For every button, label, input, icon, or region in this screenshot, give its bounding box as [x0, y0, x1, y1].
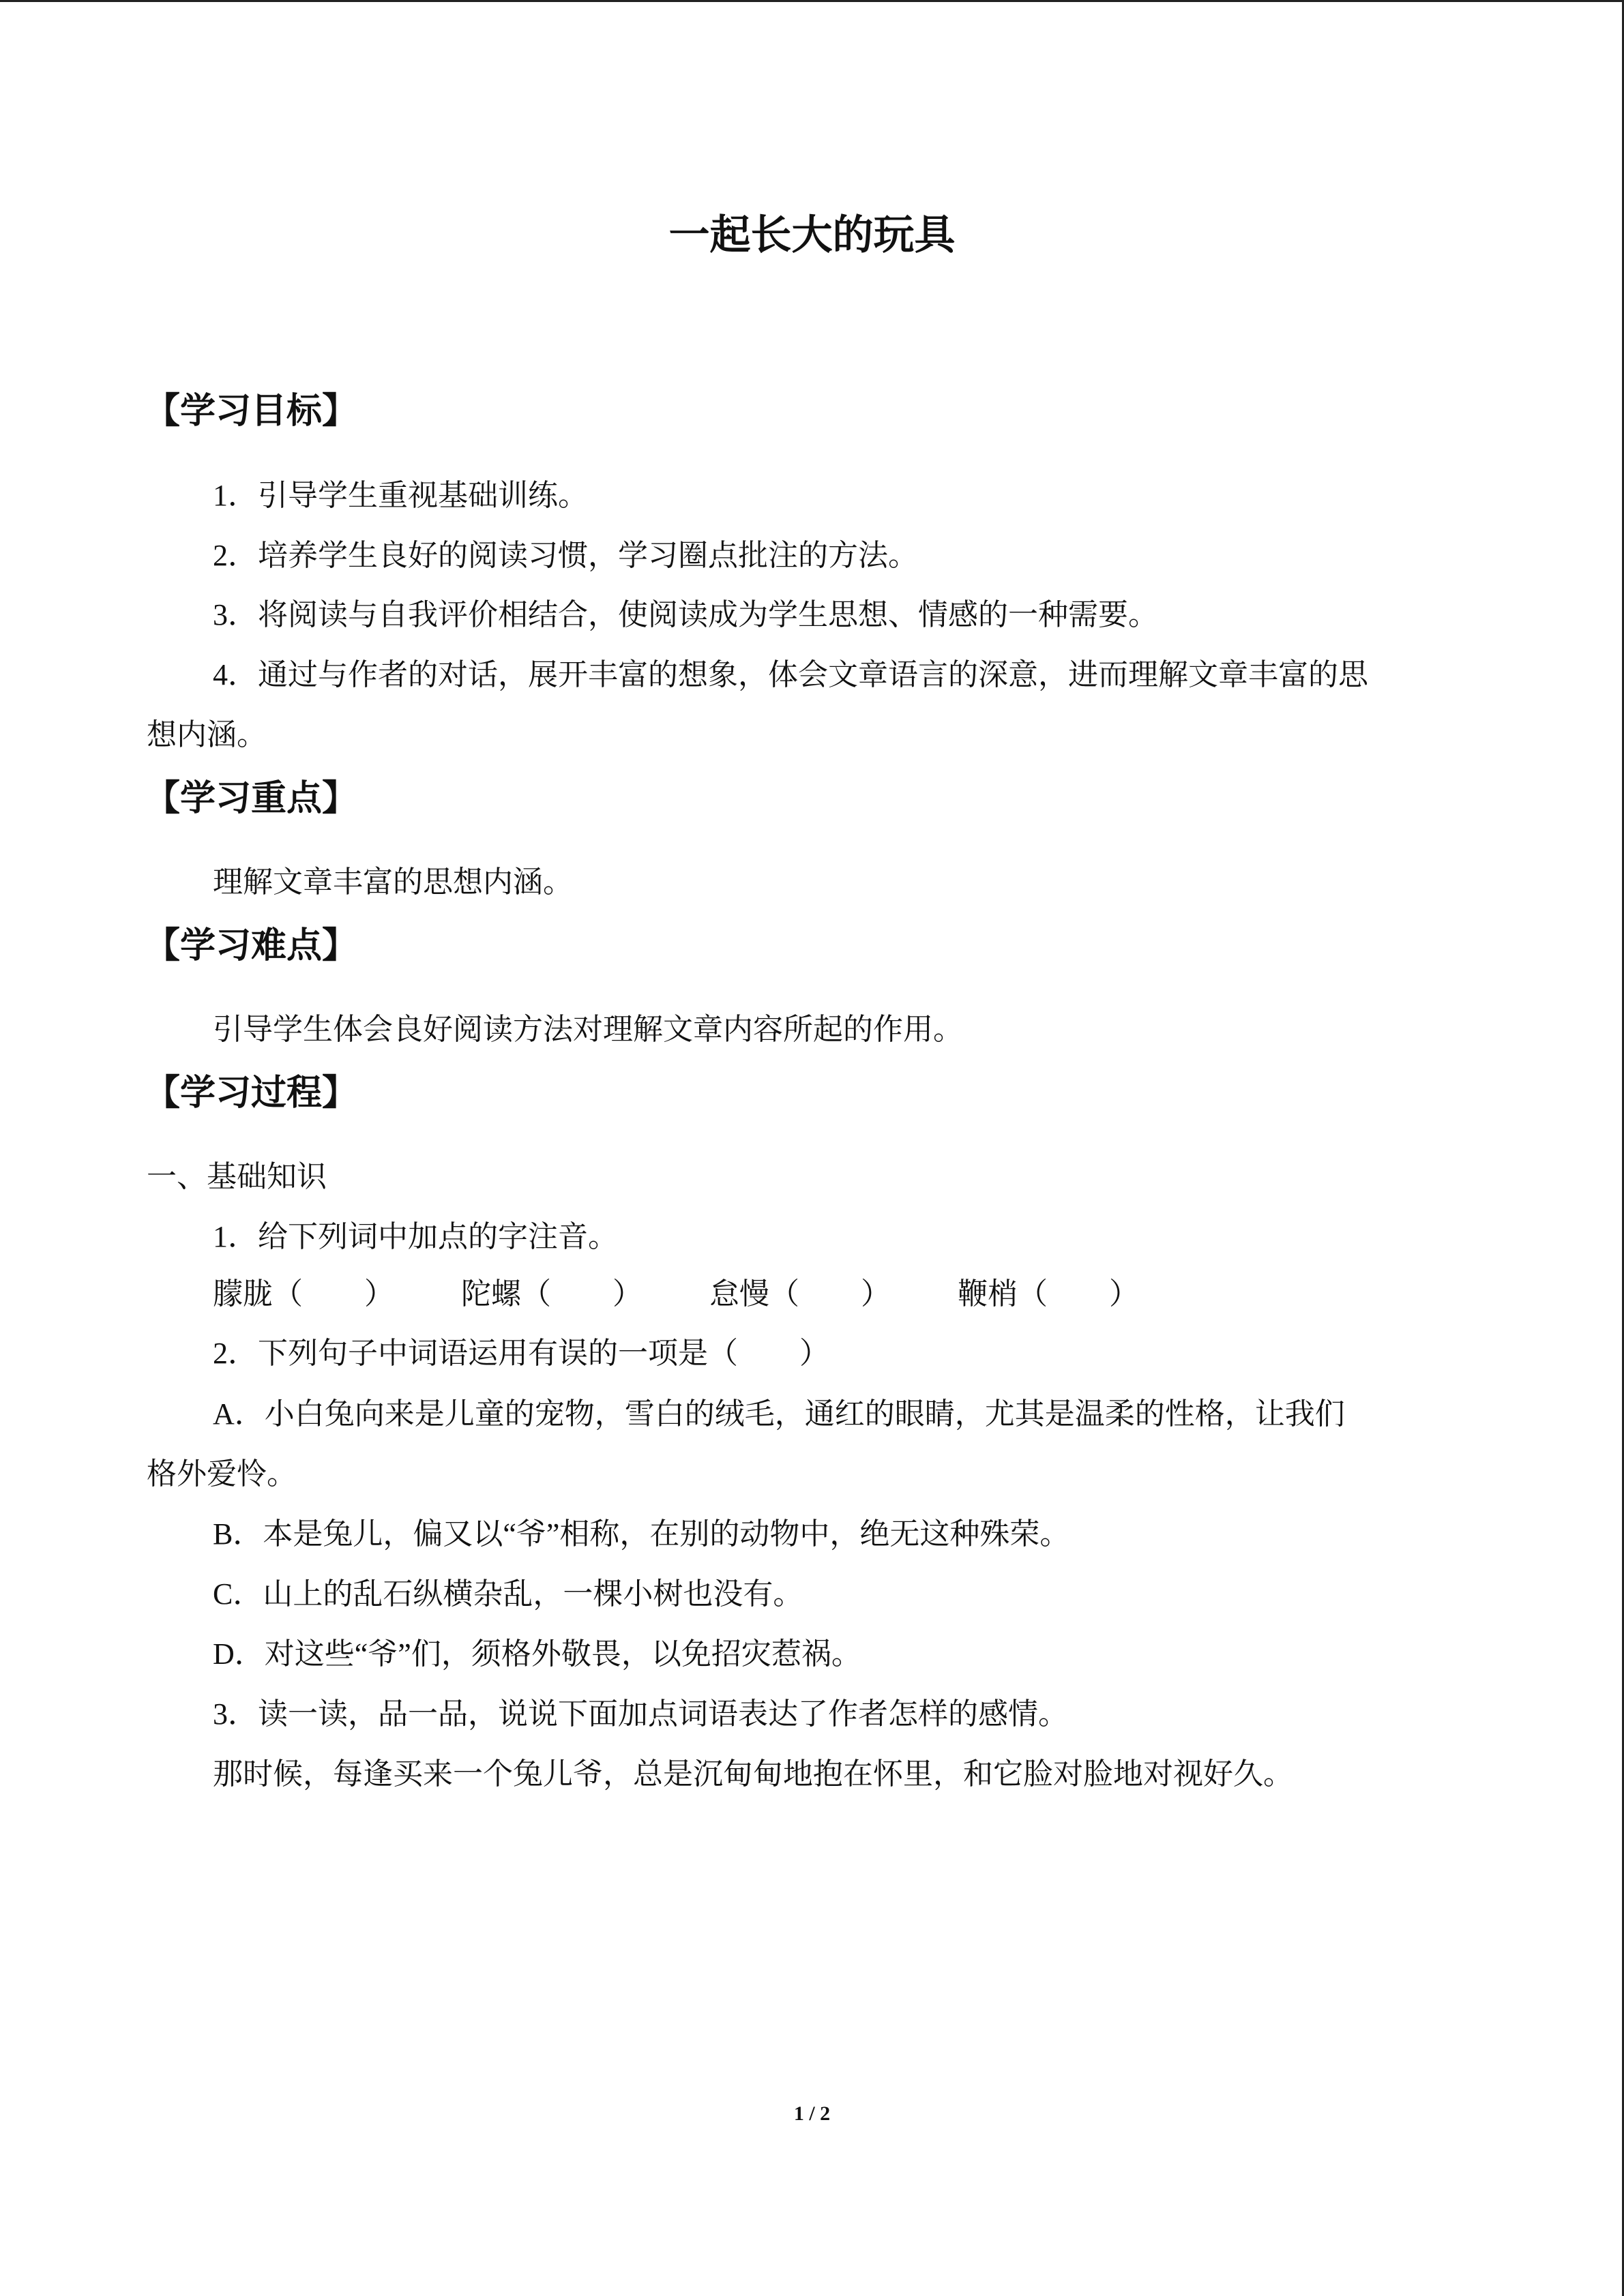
question-1-words	[213, 1274, 1139, 1315]
objective-item-4: 4．通过与作者的对话，展开丰富的想象，体会文章语言的深意，进而理解文章丰富的思	[213, 658, 1368, 691]
difficulties-text: 引导学生体会良好阅读方法对理解文章内容所起的作用。	[213, 1013, 963, 1046]
option-b: B．本是兔儿，偏又以“爷”相称，在别的动物中，绝无这种殊荣。	[213, 1517, 1070, 1551]
key-points-text: 理解文章丰富的思想内涵。	[213, 865, 573, 899]
word-item: 陀螺（ ）	[461, 1277, 643, 1311]
objective-item-1: 1．引导学生重视基础训练。	[213, 479, 588, 512]
part-basic-knowledge: 一、基础知识	[147, 1160, 327, 1193]
heading-process: 【学习过程】	[145, 1073, 358, 1114]
heading-key-points: 【学习重点】	[145, 778, 358, 819]
option-a: A．小白兔向来是儿童的宠物，雪白的绒毛，通红的眼睛，尤其是温柔的性格，让我们	[213, 1397, 1345, 1431]
word-text: 怠慢（	[709, 1277, 799, 1311]
question-3-text: 那时候，每逢买来一个兔儿爷，总是沉甸甸地抱在怀里，和它脸对脸地对视好久。	[213, 1757, 1293, 1791]
option-a-continued: 格外爱怜。	[147, 1457, 297, 1491]
objective-item-2: 2．培养学生良好的阅读习惯，学习圈点批注的方法。	[213, 539, 918, 572]
option-d: D．对这些“爷”们，须格外敬畏，以免招灾惹祸。	[213, 1637, 861, 1671]
word-text: 朦胧（	[213, 1277, 303, 1311]
question-1: 1．给下列词中加点的字注音。	[213, 1220, 618, 1253]
word-item: 鞭梢（ ）	[958, 1277, 1139, 1311]
word-text: 鞭梢（	[958, 1277, 1048, 1311]
word-item: 怠慢（ ）	[709, 1277, 891, 1311]
question-3: 3．读一读，品一品，说说下面加点词语表达了作者怎样的感情。	[213, 1697, 1068, 1731]
objective-item-3: 3．将阅读与自我评价相结合，使阅读成为学生思想、情感的一种需要。	[213, 598, 1158, 631]
page-border-top	[0, 0, 1624, 2]
question-2: 2．下列句子中词语运用有误的一项是（ ）	[213, 1337, 829, 1370]
word-item: 朦胧（ ）	[213, 1277, 394, 1311]
page-number: 1 / 2	[793, 2102, 831, 2125]
heading-objectives: 【学习目标】	[145, 391, 358, 432]
heading-difficulties: 【学习难点】	[145, 925, 358, 966]
objective-item-4-continued: 想内涵。	[147, 718, 267, 751]
option-c: C．山上的乱石纵横杂乱，一棵小树也没有。	[213, 1577, 803, 1611]
page-title: 一起长大的玩具	[668, 211, 956, 259]
word-text: 陀螺（	[461, 1277, 551, 1311]
